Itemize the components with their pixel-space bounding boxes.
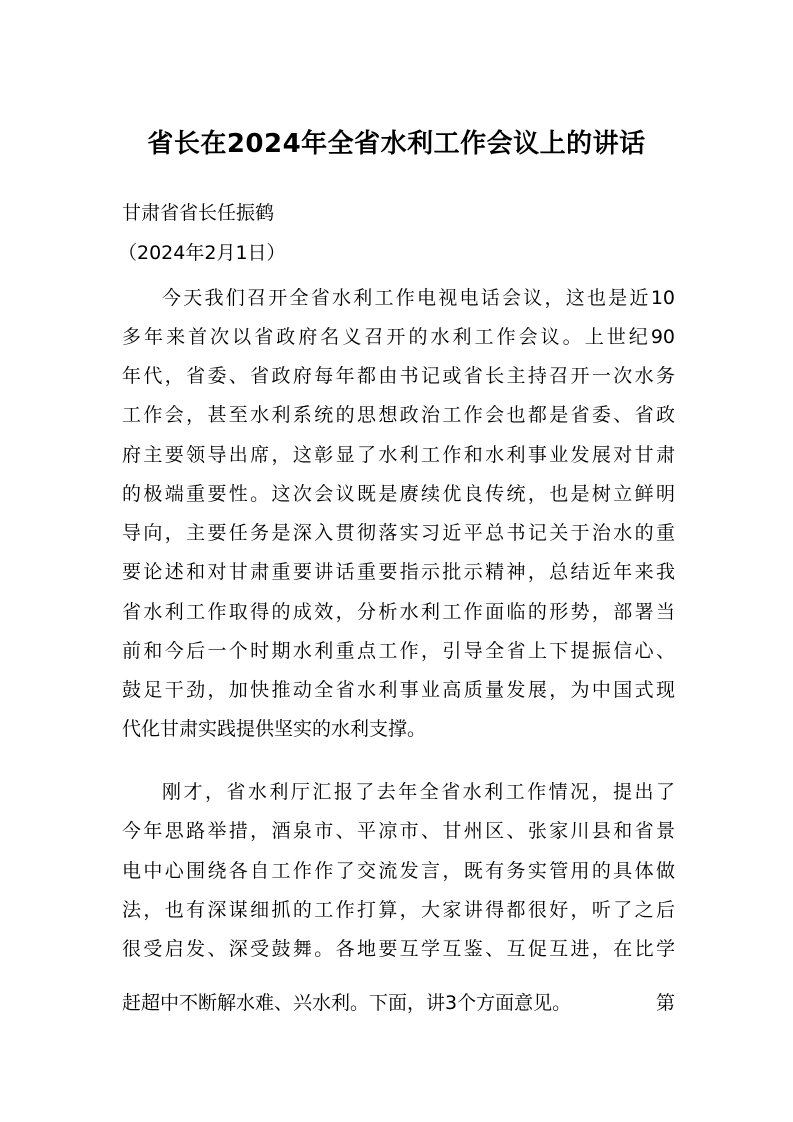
author-line: 甘肃省省长任振鹤 — [122, 202, 275, 224]
paragraph-last-line — [122, 988, 675, 1018]
paragraph-line: 工作会，甚至水利系统的思想政治工作会也都是省委、省政 — [122, 404, 675, 426]
paragraph-line: 今天我们召开全省水利工作电视电话会议，这也是近10 — [162, 287, 675, 309]
paragraph-line: 前和今后一个时期水利重点工作，引导全省上下提振信心、 — [122, 640, 675, 662]
paragraph-line: 电中心围绕各自工作作了交流发言，既有务实管用的具体做 — [122, 860, 675, 882]
paragraph-line: 鼓足干劲，加快推动全省水利事业高质量发展，为中国式现 — [122, 679, 675, 701]
paragraph-line: 多年来首次以省政府名义召开的水利工作会议。上世纪90 — [122, 326, 675, 348]
paragraph-line: 今年思路举措，酒泉市、平凉市、甘州区、张家川县和省景 — [122, 820, 675, 842]
next-section-start: 第 — [655, 992, 675, 1014]
paragraph-line: 的极端重要性。这次会议既是赓续优良传统，也是树立鲜明 — [122, 483, 675, 505]
paragraph-line: 导向，主要任务是深入贯彻落实习近平总书记关于治水的重 — [122, 522, 675, 544]
paragraph-line: 法，也有深谋细抓的工作打算，大家讲得都很好，听了之后 — [122, 899, 675, 921]
paragraph-line: 赶超中不断解水难、兴水利。下面，讲3个方面意见。 — [122, 992, 572, 1014]
paragraph-line: 刚才，省水利厅汇报了去年全省水利工作情况，提出了 — [162, 781, 675, 803]
document-title: 省长在2024年全省水利工作会议上的讲话 — [147, 129, 646, 159]
paragraph-line: 代化甘肃实践提供坚实的水利支撑。 — [122, 718, 427, 740]
paragraph-line: 府主要领导出席，这彰显了水利工作和水利事业发展对甘肃 — [122, 444, 675, 466]
paragraph-line: 要论述和对甘肃重要讲话重要指示批示精神，总结近年来我 — [122, 561, 675, 583]
paragraph-line: 年代，省委、省政府每年都由书记或省长主持召开一次水务 — [122, 365, 675, 387]
paragraph-line: 很受启发、深受鼓舞。各地要互学互鉴、互促互进，在比学 — [122, 938, 675, 960]
paragraph-line: 省水利工作取得的成效，分析水利工作面临的形势，部署当 — [122, 601, 675, 623]
date-line: （2024年2月1日） — [118, 242, 286, 264]
